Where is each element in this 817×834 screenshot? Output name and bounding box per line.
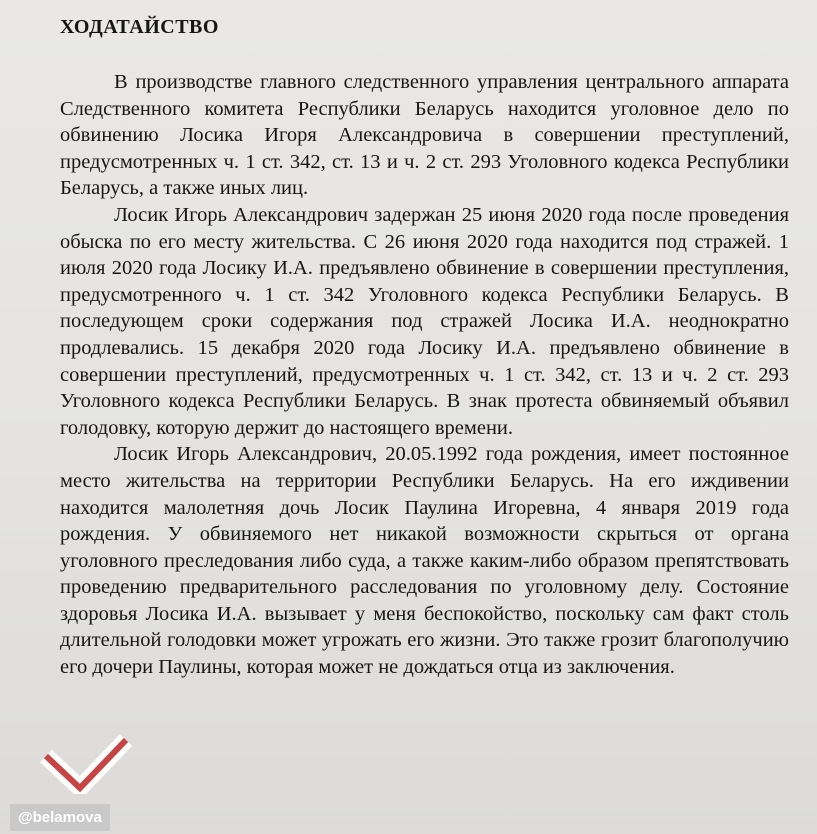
checkmark-flag-icon [40, 728, 132, 794]
document-title: ХОДАТАЙСТВО [60, 16, 219, 38]
paragraph-petition-grounds: Лосик Игорь Александрович, 20.05.1992 года рождения, имеет постоянное место жительства на территории Республики Беларусь. На его иждивении находится малолетняя дочь Лосик Паулина Игоревна, 4 января 2019 года рождения. У обвиняемого нет никакой возможности скрыться от органа уголовного преследования либо суда, а также каким-либо образом препятствовать проведению предварительного расследования по уголовному делу. Состояние здоровья Лосика И.А. вызывает у меня беспокойство, поскольку сам факт столь длительной голодовки может угрожать его жизни. Это также грозит благополучию его дочери Паулины, которая может не дождаться отца из заключения. [60, 443, 789, 679]
paragraph-case-info: В производстве главного следственного управления центрального аппарата Следственного комитета Республики Беларусь находится уголовное дело по обвинению Лосика Игоря Александровича в совершении преступлений, предусмотренных ч. 1 ст. 342, ст. 13 и ч. 2 ст. 293 Уголовного кодекса Республики Беларусь, а также иных лиц. [60, 71, 789, 200]
paragraph-detention: Лосик Игорь Александрович задержан 25 июня 2020 года после проведения обыска по его месту жительства. С 26 июня 2020 года находится под стражей. 1 июля 2020 года Лосику И.А. предъявлено обвинение в совершении преступления, предусмотренного ч. 1 ст. 342 Уголовного кодекса Республики Беларусь. В последующем сроки содержания под стражей Лосика И.А. неоднократно продлевались. 15 декабря 2020 года Лосику И.А. предъявлено обвинение в совершении преступлений, предусмотренных ч. 1 ст. 342, ст. 13 и ч. 2 ст. 293 Уголовного кодекса Республики Беларусь. В знак протеста обвиняемый объявил голодовку, которую держит до настоящего времени. [60, 203, 789, 439]
watermark-handle-badge: @belamova [10, 804, 110, 831]
